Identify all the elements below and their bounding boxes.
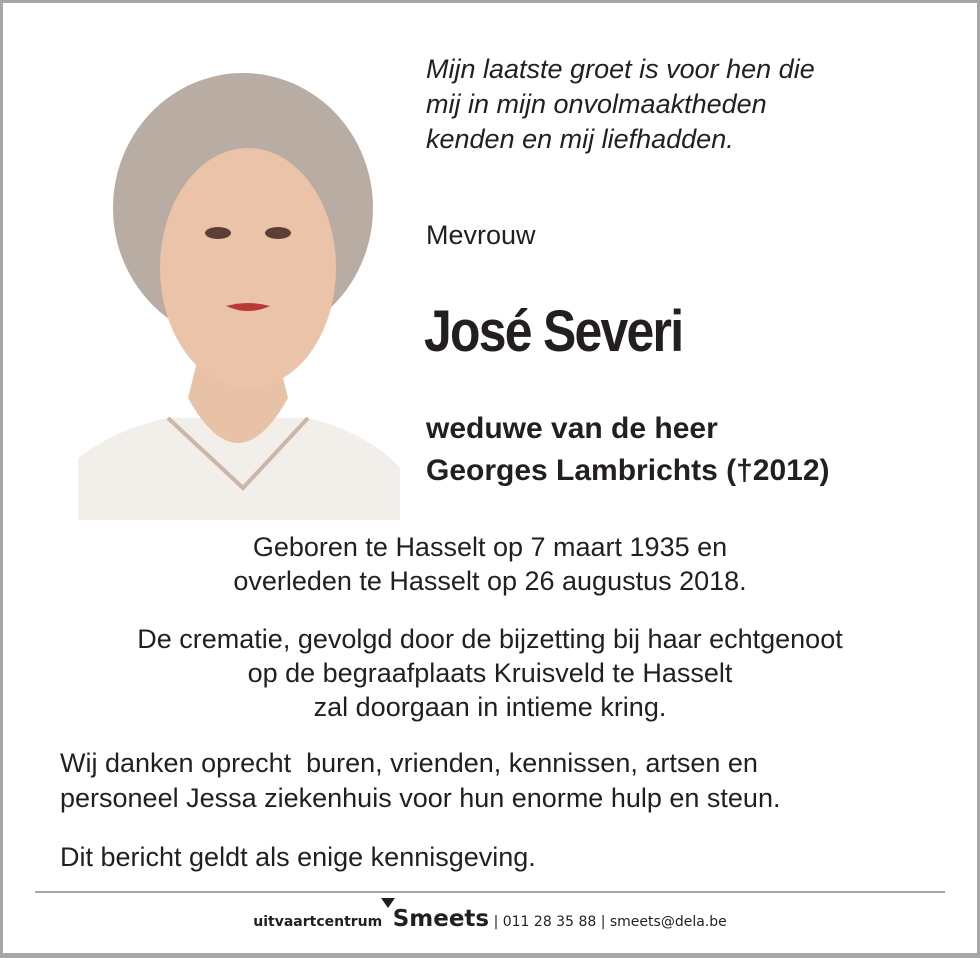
text-line: op de begraafplaats Kruisveld te Hasselt: [247, 658, 733, 688]
thanks-text: [60, 746, 780, 816]
notice-text: Dit bericht geldt als enige kennisgeving.: [60, 842, 536, 872]
text-line: Wij danken oprecht buren, vrienden, kennissen, artsen en: [60, 748, 758, 778]
funeral-home-logo: [393, 906, 489, 932]
footer-prefix: uitvaartcentrum: [253, 914, 383, 930]
triangle-icon: [381, 898, 395, 908]
divider: [35, 891, 945, 893]
quote-line: mij in mijn onvolmaaktheden: [426, 89, 767, 119]
quote: [426, 52, 815, 157]
footer-contact: | 011 28 35 88 | smeets@dela.be: [489, 914, 727, 930]
widow-line: weduwe van de heer: [426, 412, 718, 445]
footer: [0, 906, 980, 932]
ceremony-text: [0, 622, 980, 724]
widow-line: Georges Lambrichts (†2012): [426, 454, 830, 487]
deceased-name: José Severi: [424, 299, 683, 364]
widow-of: [426, 408, 830, 492]
brand-name: Smeets: [392, 906, 490, 932]
text-line: zal doorgaan in intieme kring.: [313, 692, 667, 722]
quote-line: Mijn laatste groet is voor hen die: [426, 54, 815, 84]
honorific: Mevrouw: [426, 220, 536, 250]
text-line: Geboren te Hasselt op 7 maart 1935 en: [252, 532, 728, 562]
text-line: De crematie, gevolgd door de bijzetting bij haar echtgenoot: [137, 624, 843, 654]
text-line: overleden te Hasselt op 26 augustus 2018.: [233, 566, 747, 596]
quote-line: kenden en mij liefhadden.: [426, 124, 734, 154]
portrait-photo: [78, 68, 400, 520]
birth-death-text: [0, 530, 980, 598]
text-line: personeel Jessa ziekenhuis voor hun enorme hulp en steun.: [60, 783, 781, 813]
